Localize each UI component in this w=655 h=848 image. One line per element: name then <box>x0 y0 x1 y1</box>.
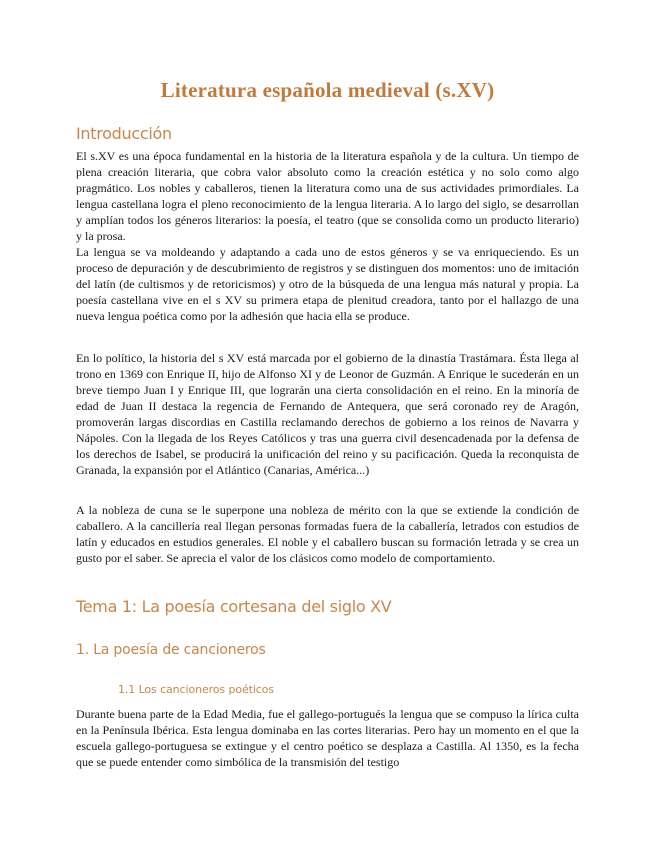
intro-paragraph-2: La lengua se va moldeando y adaptando a cada uno de estos géneros y se va enriqueciendo. Es un proceso de depuración y de descubrimiento de registros y se distinguen dos momentos: uno de imitación del latín (de cultismos y de retoricismos) y otro de la búsqueda de una lengua más natural y propia. La poesía castellana vive en el s XV su primera etapa de plenitud creadora, tanto por el hallazgo de una nueva lengua poética como por la adhesión que hacia ella se produce. <box>76 245 579 323</box>
section-heading-introduccion: Introducción <box>76 124 172 143</box>
intro-paragraph-1: El s.XV es una época fundamental en la historia de la literatura española y de la cultura. Un tiempo de plena creación literaria, que cobra valor absoluto como la creación estética y no solo como algo pragmático. Los nobles y caballeros, tienen la literatura como una de sus actividades primordiales. La lengua castellana logra el pleno reconocimiento de la lengua literaria. A lo largo del siglo, se desarrollan y amplían todos los géneros literarios: la poesía, el teatro (que se consolida como un producto literario) y la prosa. <box>76 149 579 243</box>
subsection-1-heading: 1. La poesía de cancioneros <box>76 642 266 658</box>
subsection-1-1-paragraph: Durante buena parte de la Edad Media, fue el gallego-portugués la lengua que se compuso la lírica culta en la Península Ibérica. Esta lengua dominaba en las cortes literarias. Pero hay un momento en el que la escuela gallego-portuguesa se extingue y el centro poético se desplaza a Castilla. Al 1350, es la fecha que se puede entender como simbólica de la transmisión del testigo <box>76 707 579 769</box>
subsection-1-1-heading: 1.1 Los cancioneros poéticos <box>118 683 275 696</box>
intro-paragraph-4: A la nobleza de cuna se le superpone una nobleza de mérito con la que se extiende la condición de caballero. A la cancillería real llegan personas formadas fuera de la caballería, letrados con estudios de latín y educados en estudios generales. El noble y el caballero buscan su formación letrada y se crea un gusto por el saber. Se aprecia el valor de los clásicos como modelo de comportamiento. <box>76 503 579 565</box>
tema-1-heading: Tema 1: La poesía cortesana del siglo XV <box>76 597 392 616</box>
intro-paragraph-3: En lo político, la historia del s XV está marcada por el gobierno de la dinastía Trastámara. Ésta llega al trono en 1369 con Enrique II, hijo de Alfonso XI y de Leonor de Guzmán. A Enrique le sucederán en un breve tiempo Juan I y Enrique III, que lograrán una cierta consolidación en el reino. En la minoría de edad de Juan II destaca la regencia de Fernando de Antequera, que será coronado rey de Aragón, promoverán largas discordias en Castilla reclamando derechos de gobierno a los reinos de Navarra y Nápoles. Con la llegada de los Reyes Católicos y tras una guerra civil desencadenada por la defensa de los derechos de Isabel, se producirá la unificación del reino y su pacificación. Queda la reconquista de Granada, la expansión por el Atlántico (Canarias, América...) <box>76 351 579 477</box>
document-title: Literatura española medieval (s.XV) <box>160 78 495 102</box>
intro-paragraph-block <box>76 148 579 324</box>
